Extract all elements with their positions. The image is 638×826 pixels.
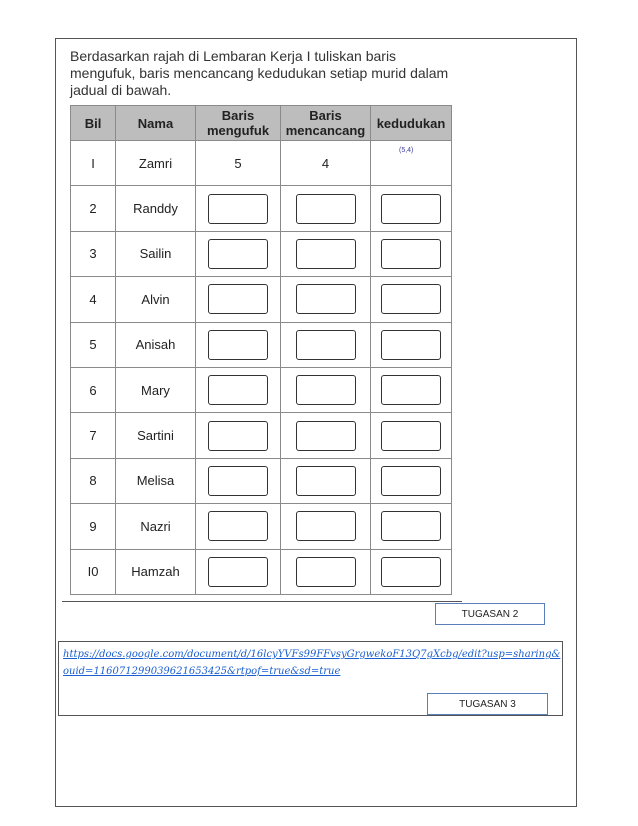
cell-kedudukan [371, 141, 452, 186]
cell-mencancang [281, 277, 371, 322]
cell-kedudukan [371, 458, 452, 503]
header-bil: Bil [71, 106, 116, 141]
table-header-row [71, 106, 452, 141]
cell-mencancang [281, 458, 371, 503]
mengufuk-answer-box[interactable] [208, 194, 268, 224]
cell-kedudukan [371, 186, 452, 231]
cell-kedudukan [371, 367, 452, 412]
mencancang-answer-box[interactable] [296, 511, 356, 541]
header-baris-mengufuk: Baris mengufuk [196, 106, 281, 141]
mencancang-answer-box[interactable] [296, 330, 356, 360]
cell-bil: I [71, 141, 116, 186]
table-row [71, 413, 452, 458]
cell-nama: Anisah [116, 322, 196, 367]
cell-mengufuk [196, 322, 281, 367]
mengufuk-answer-box[interactable] [208, 557, 268, 587]
cell-mencancang [281, 504, 371, 549]
cell-mencancang [281, 413, 371, 458]
cell-mengufuk [196, 458, 281, 503]
cell-mengufuk [196, 504, 281, 549]
kedudukan-answer-box[interactable] [381, 330, 441, 360]
cell-mengufuk [196, 367, 281, 412]
cell-nama: Sailin [116, 231, 196, 276]
kedudukan-answer-box[interactable] [381, 421, 441, 451]
table-row [71, 277, 452, 322]
cell-kedudukan [371, 322, 452, 367]
worksheet-table [70, 105, 452, 595]
mengufuk-answer-box[interactable] [208, 466, 268, 496]
cell-kedudukan [371, 231, 452, 276]
cell-nama: Alvin [116, 277, 196, 322]
table-row [71, 458, 452, 503]
mengufuk-answer-box[interactable] [208, 239, 268, 269]
cell-bil: I0 [71, 549, 116, 594]
cell-mengufuk [196, 277, 281, 322]
cell-nama: Nazri [116, 504, 196, 549]
cell-mengufuk [196, 231, 281, 276]
table-row [71, 186, 452, 231]
kedudukan-answer-box[interactable] [381, 239, 441, 269]
mencancang-answer-box[interactable] [296, 375, 356, 405]
cell-nama: Randdy [116, 186, 196, 231]
cell-nama: Mary [116, 367, 196, 412]
tugasan-2-button[interactable]: TUGASAN 2 [435, 603, 545, 625]
kedudukan-answer-box[interactable] [381, 557, 441, 587]
mencancang-answer-box[interactable] [296, 557, 356, 587]
worksheet-instructions: Berdasarkan rajah di Lembaran Kerja I tuliskan baris mengufuk, baris mencancang kedudukan setiap murid dalam jadual di bawah. [70, 48, 449, 98]
mencancang-answer-box[interactable] [296, 284, 356, 314]
cell-bil: 3 [71, 231, 116, 276]
cell-mengufuk [196, 549, 281, 594]
cell-mencancang [281, 322, 371, 367]
kedudukan-value: (5,4) [399, 147, 414, 154]
cell-kedudukan [371, 549, 452, 594]
cell-bil: 4 [71, 277, 116, 322]
cell-nama: Melisa [116, 458, 196, 503]
cell-bil: 6 [71, 367, 116, 412]
mencancang-answer-box[interactable] [296, 239, 356, 269]
cell-bil: 5 [71, 322, 116, 367]
kedudukan-answer-box[interactable] [381, 511, 441, 541]
tugasan-3-button[interactable]: TUGASAN 3 [427, 693, 548, 715]
mengufuk-answer-box[interactable] [208, 511, 268, 541]
table-row [71, 367, 452, 412]
cell-bil: 9 [71, 504, 116, 549]
mencancang-answer-box[interactable] [296, 194, 356, 224]
cell-nama: Hamzah [116, 549, 196, 594]
mengufuk-answer-box[interactable] [208, 284, 268, 314]
kedudukan-answer-box[interactable] [381, 284, 441, 314]
divider-line [62, 601, 462, 602]
cell-bil: 8 [71, 458, 116, 503]
google-docs-link[interactable]: https://docs.google.com/document/d/16lcyYVFs99FFvsyGrgwekoF13Q7gXcbg/edit?usp=sharing&ouid=116071299039621653425&rtpof=true&sd=true [63, 649, 561, 677]
table-row [71, 504, 452, 549]
mengufuk-answer-box[interactable] [208, 330, 268, 360]
cell-kedudukan [371, 413, 452, 458]
header-nama: Nama [116, 106, 196, 141]
cell-mengufuk: 5 [196, 141, 281, 186]
cell-mencancang [281, 549, 371, 594]
cell-mencancang [281, 231, 371, 276]
cell-bil: 7 [71, 413, 116, 458]
cell-mencancang: 4 [281, 141, 371, 186]
cell-nama: Sartini [116, 413, 196, 458]
cell-mengufuk [196, 413, 281, 458]
mencancang-answer-box[interactable] [296, 466, 356, 496]
cell-kedudukan [371, 277, 452, 322]
cell-mencancang [281, 186, 371, 231]
table-row [71, 549, 452, 594]
cell-mengufuk [196, 186, 281, 231]
table-row [71, 322, 452, 367]
mengufuk-answer-box[interactable] [208, 421, 268, 451]
table-row [71, 231, 452, 276]
cell-nama: Zamri [116, 141, 196, 186]
header-baris-mencancang: Baris mencancang [281, 106, 371, 141]
table-row-example [71, 141, 452, 186]
kedudukan-answer-box[interactable] [381, 194, 441, 224]
cell-kedudukan [371, 504, 452, 549]
header-kedudukan: kedudukan [371, 106, 452, 141]
cell-bil: 2 [71, 186, 116, 231]
cell-mencancang [281, 367, 371, 412]
kedudukan-answer-box[interactable] [381, 466, 441, 496]
mengufuk-answer-box[interactable] [208, 375, 268, 405]
mencancang-answer-box[interactable] [296, 421, 356, 451]
kedudukan-answer-box[interactable] [381, 375, 441, 405]
